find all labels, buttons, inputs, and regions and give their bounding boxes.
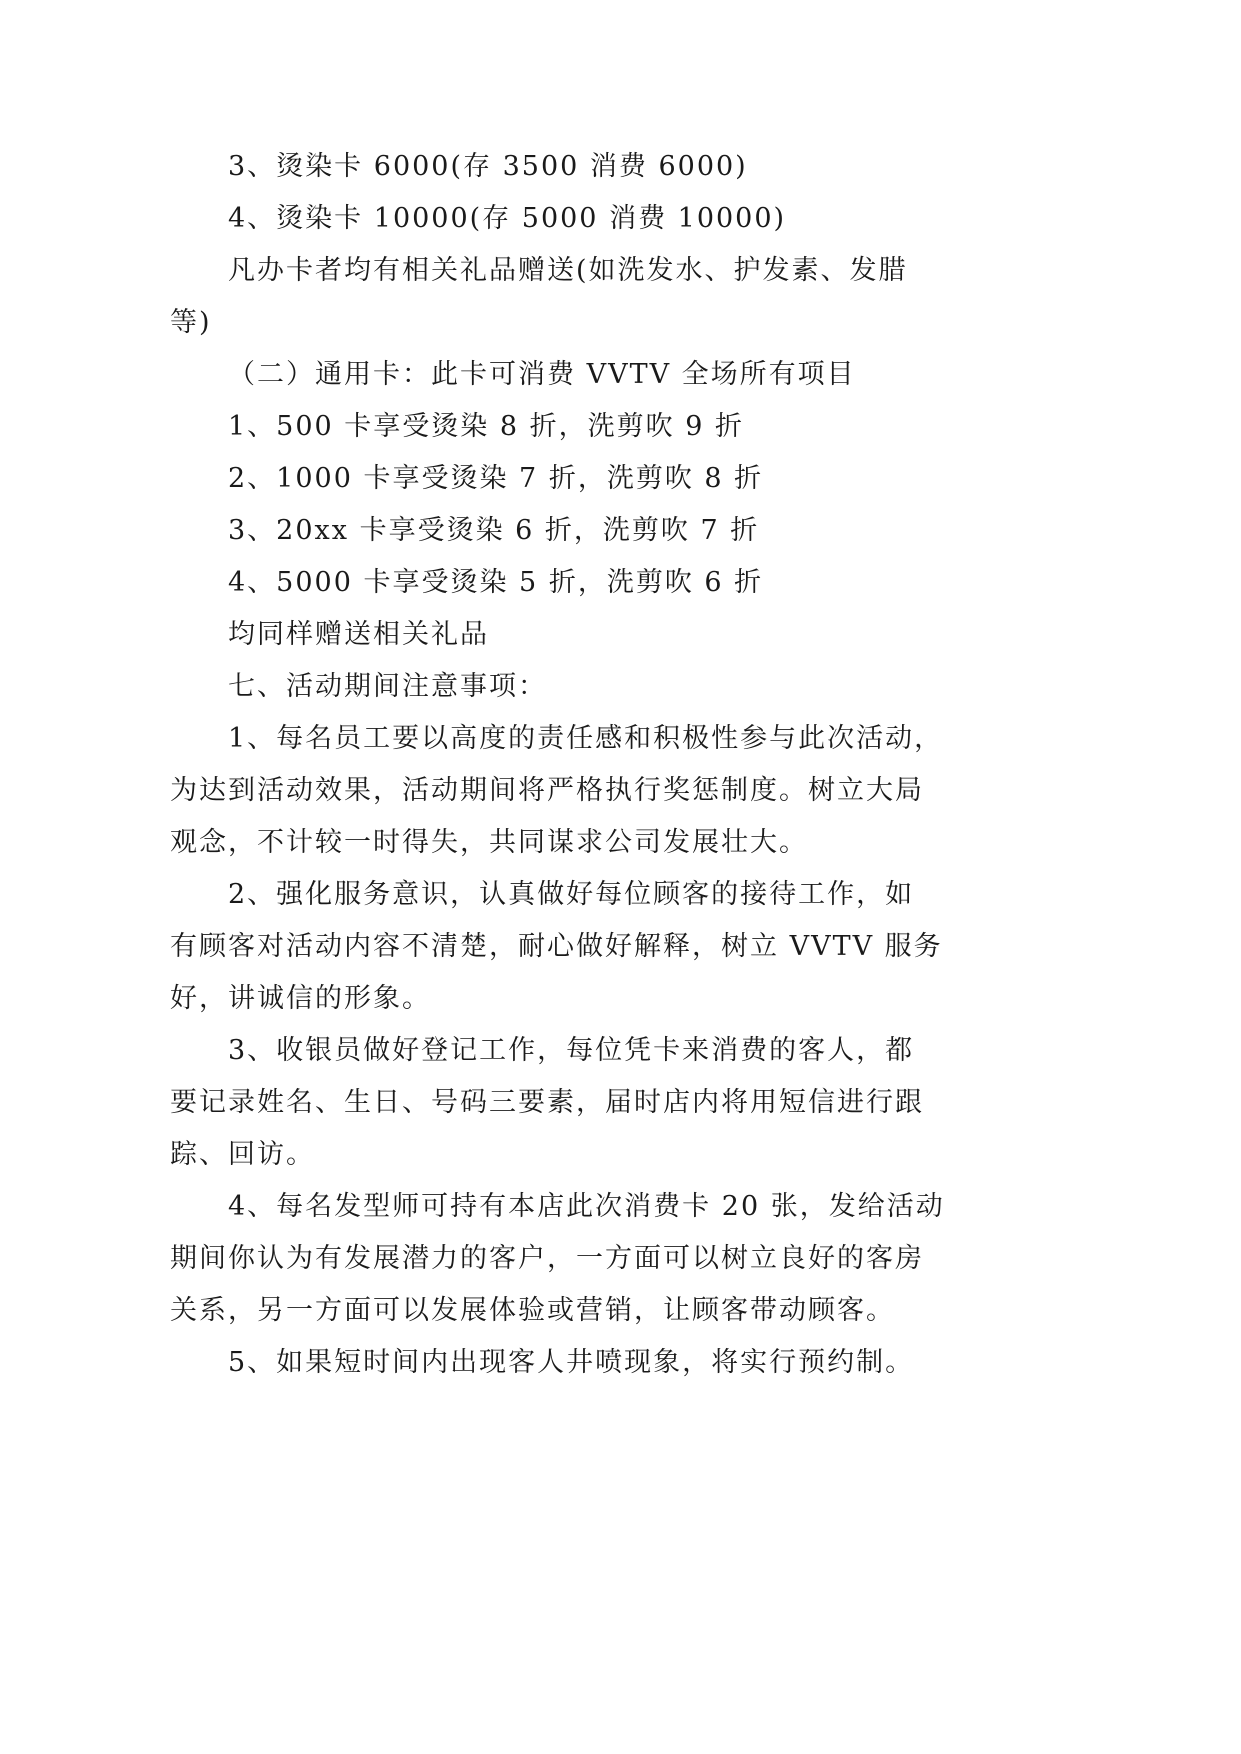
text-line: 均同样赠送相关礼品 bbox=[228, 619, 489, 650]
text-line: 等) bbox=[170, 307, 212, 338]
text-line: 踪、回访。 bbox=[170, 1139, 315, 1170]
text-line: 4、每名发型师可持有本店此次消费卡 20 张，发给活动 bbox=[228, 1191, 945, 1222]
text-line: 2、强化服务意识，认真做好每位顾客的接待工作，如 bbox=[228, 879, 915, 910]
text-line: 关系，另一方面可以发展体验或营销，让顾客带动顾客。 bbox=[170, 1295, 895, 1326]
text-line: 要记录姓名、生日、号码三要素，届时店内将用短信进行跟 bbox=[170, 1087, 924, 1118]
text-line: 为达到活动效果，活动期间将严格执行奖惩制度。树立大局 bbox=[170, 775, 924, 806]
text-line: 好，讲诚信的形象。 bbox=[170, 983, 431, 1014]
text-line: 1、每名员工要以高度的责任感和积极性参与此次活动， bbox=[228, 723, 944, 754]
text-line: 观念，不计较一时得失，共同谋求公司发展壮大。 bbox=[170, 827, 808, 858]
text-line: 3、烫染卡 6000(存 3500 消费 6000) bbox=[228, 151, 748, 182]
text-line: 1、500 卡享受烫染 8 折，洗剪吹 9 折 bbox=[228, 411, 744, 442]
text-line: 期间你认为有发展潜力的客户，一方面可以树立良好的客房 bbox=[170, 1243, 924, 1274]
text-line: 3、收银员做好登记工作，每位凭卡来消费的客人，都 bbox=[228, 1035, 915, 1066]
text-line: （二）通用卡：此卡可消费 VVTV 全场所有项目 bbox=[228, 359, 856, 390]
text-line: 4、烫染卡 10000(存 5000 消费 10000) bbox=[228, 203, 787, 234]
text-line: 2、1000 卡享受烫染 7 折，洗剪吹 8 折 bbox=[228, 463, 764, 494]
text-line: 凡办卡者均有相关礼品赠送(如洗发水、护发素、发腊 bbox=[228, 255, 908, 286]
text-line: 5、如果短时间内出现客人井喷现象，将实行预约制。 bbox=[228, 1347, 915, 1378]
text-line: 有顾客对活动内容不清楚，耐心做好解释，树立 VVTV 服务 bbox=[170, 931, 943, 962]
text-line: 七、活动期间注意事项： bbox=[228, 671, 547, 702]
text-line: 3、20xx 卡享受烫染 6 折，洗剪吹 7 折 bbox=[228, 515, 760, 546]
text-line: 4、5000 卡享受烫染 5 折，洗剪吹 6 折 bbox=[228, 567, 764, 598]
